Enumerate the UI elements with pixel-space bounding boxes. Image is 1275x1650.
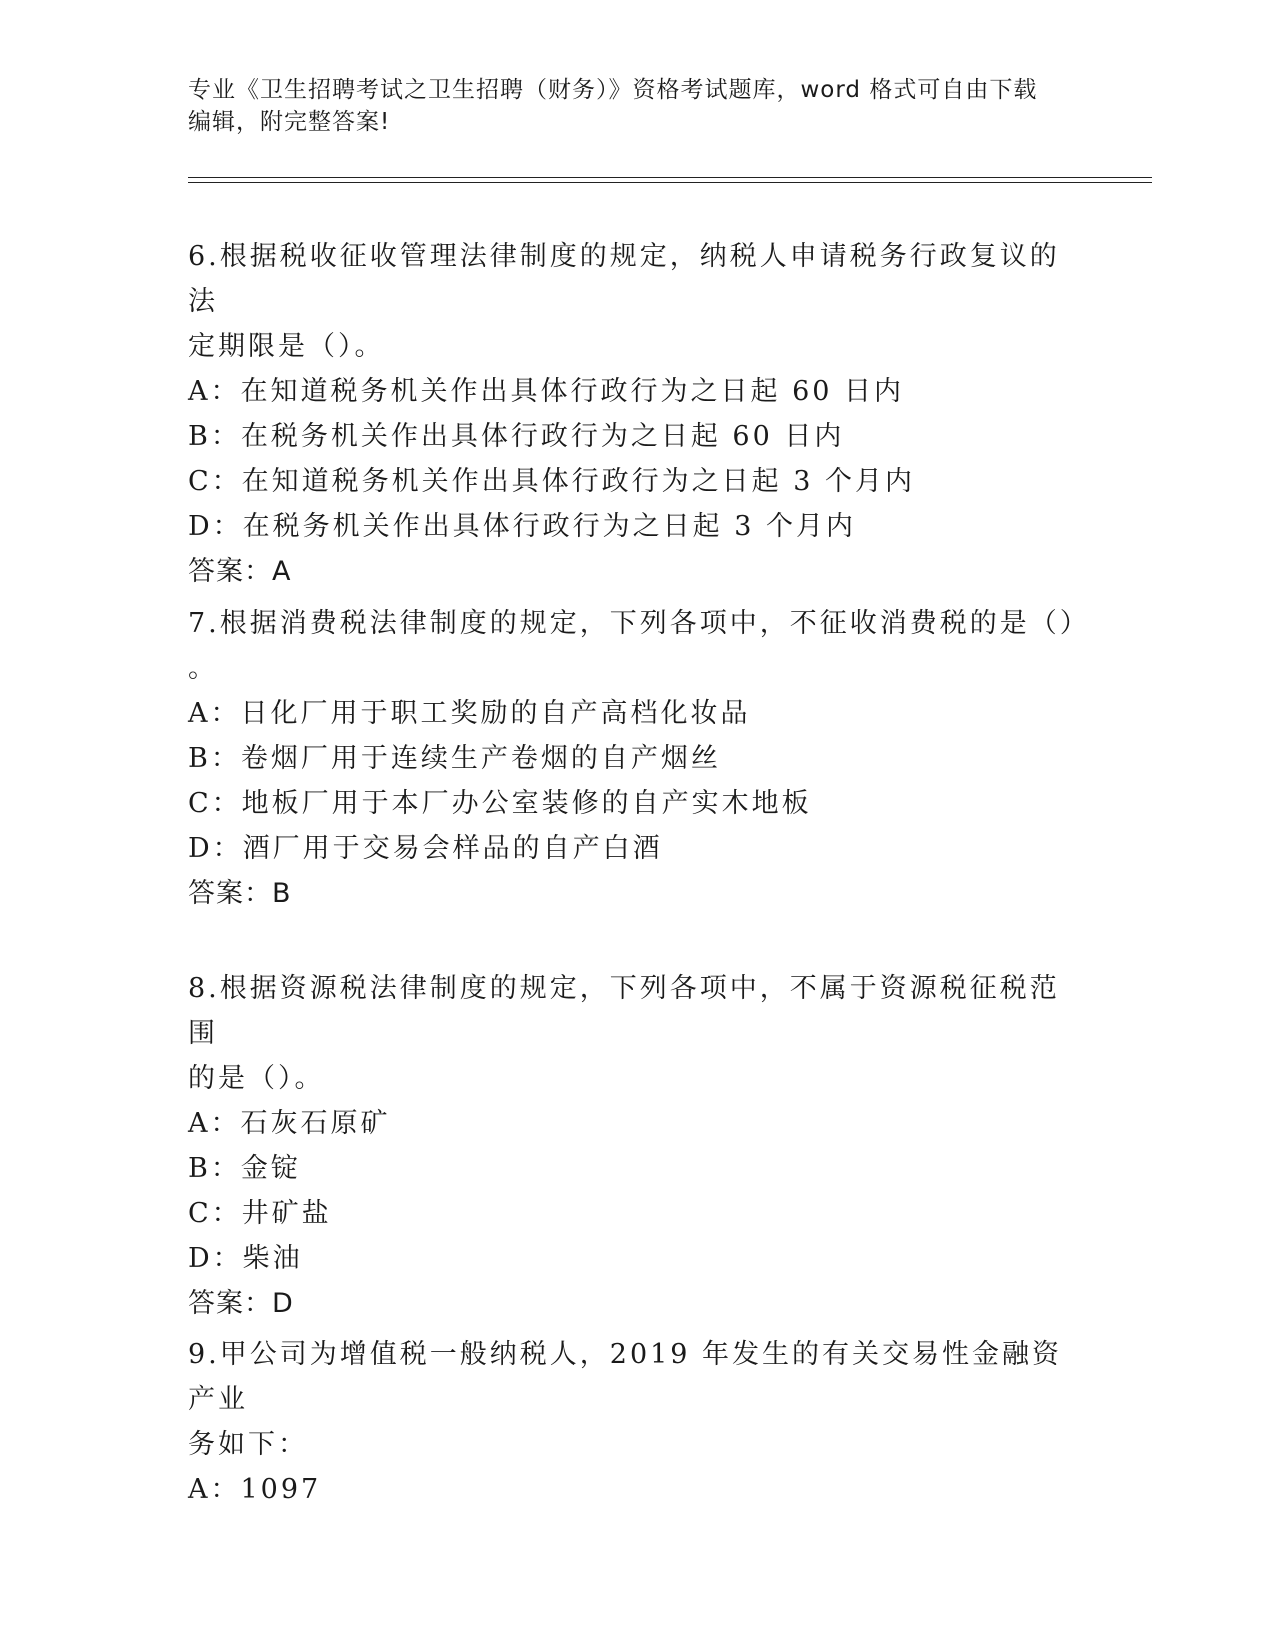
question-9 [188,1332,1088,1512]
option-a: A：石灰石原矿 [188,1108,391,1139]
option-a: A：在知道税务机关作出具体行政行为之日起 60 日内 [188,376,905,407]
option-a: A：日化厂用于职工奖励的自产高档化妆品 [188,698,751,729]
question-6 [188,234,1088,594]
question-7 [188,601,1088,916]
header-divider-top [188,177,1152,178]
answer: 答案：B [188,878,292,909]
question-stem-line-2: 定期限是（）。 [188,331,385,362]
question-stem-line-1: 7.根据消费税法律制度的规定，下列各项中，不征收消费税的是（） [188,608,1090,639]
option-d: D：酒厂用于交易会样品的自产白酒 [188,833,663,864]
option-c: C：在知道税务机关作出具体行政行为之日起 3 个月内 [188,466,916,497]
answer: 答案：D [188,1288,294,1319]
question-8 [188,966,1088,1326]
option-c: C：地板厂用于本厂办公室装修的自产实木地板 [188,788,812,819]
header-line-1: 专业《卫生招聘考试之卫生招聘（财务）》资格考试题库，word 格式可自由下载 [188,77,1038,103]
header-divider-bottom [188,182,1152,183]
question-stem-line-1: 8.根据资源税法律制度的规定，下列各项中，不属于资源税征税范围 [188,973,1060,1049]
option-c: C：井矿盐 [188,1198,332,1229]
question-stem-line-2: 的是（）。 [188,1063,325,1094]
header-line-2: 编辑，附完整答案! [188,109,391,135]
option-b: B：金锭 [188,1153,301,1184]
question-stem-line-2: 。 [188,653,218,684]
option-b: B：卷烟厂用于连续生产卷烟的自产烟丝 [188,743,721,774]
question-stem-line-1: 6.根据税收征收管理法律制度的规定，纳税人申请税务行政复议的法 [188,241,1060,317]
option-d: D：在税务机关作出具体行政行为之日起 3 个月内 [188,511,856,542]
document-header [188,74,1088,138]
question-stem-line-1: 9.甲公司为增值税一般纳税人，2019 年发生的有关交易性金融资产业 [188,1339,1063,1415]
option-a: A：1097 [188,1474,322,1505]
answer: 答案：A [188,556,292,587]
option-d: D：柴油 [188,1243,303,1274]
option-b: B：在税务机关作出具体行政行为之日起 60 日内 [188,421,845,452]
question-stem-line-2: 务如下： [188,1429,308,1460]
